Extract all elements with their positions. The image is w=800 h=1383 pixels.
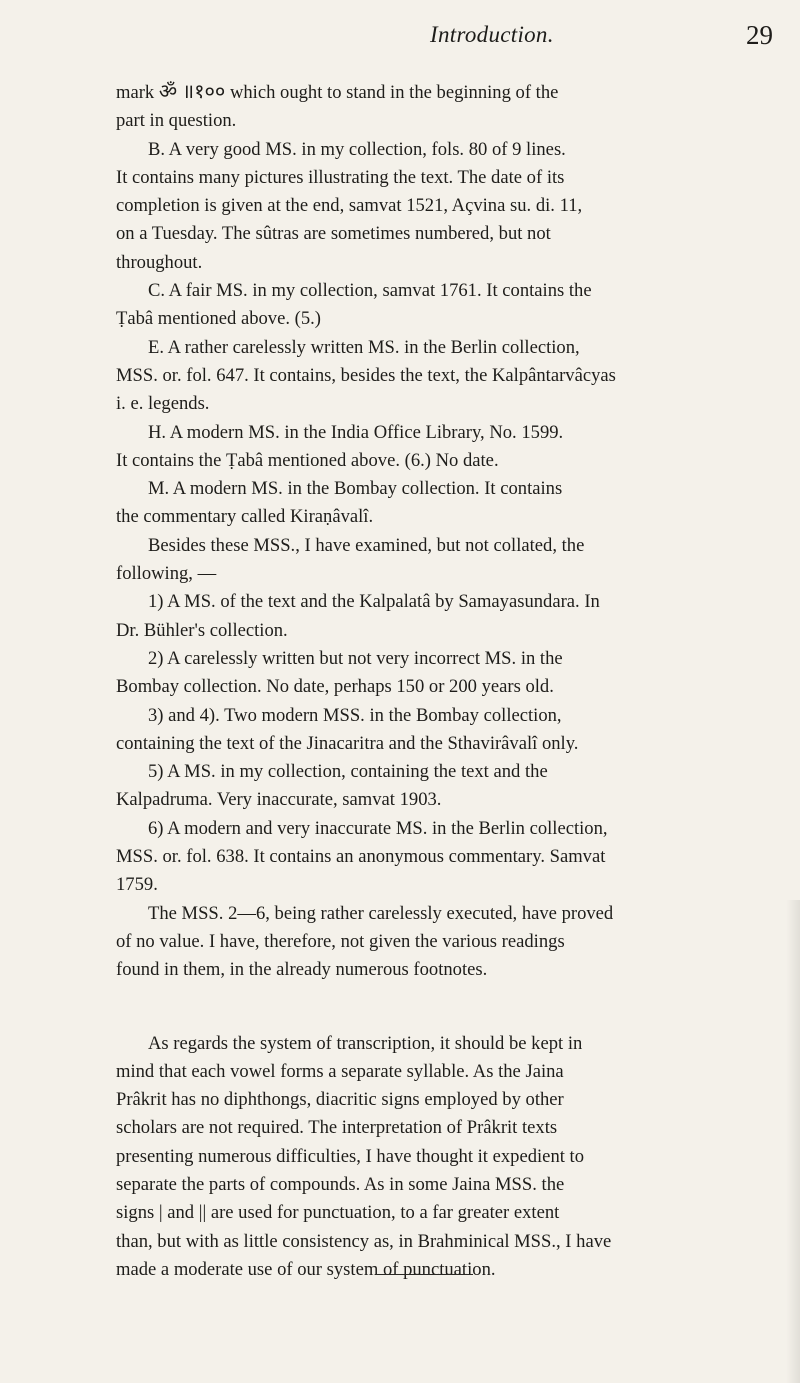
text-line: the commentary called Kiraṇâvalî. [116, 506, 374, 528]
text-line: E. A rather carelessly written MS. in the Berlin collection, [148, 336, 580, 358]
text-line: MSS. or. fol. 638. It contains an anonymous commentary. Samvat [116, 846, 606, 868]
text-line: of no value. I have, therefore, not given the various readings [116, 930, 565, 952]
text-fragment: which ought to stand in the beginning of the [229, 82, 559, 103]
text-line: 1759. [116, 874, 158, 896]
text-line: Kalpadruma. Very inaccurate, samvat 1903. [116, 789, 442, 811]
text-line: C. A fair MS. in my collection, samvat 1761. It contains the [148, 280, 592, 302]
text-line: signs | and || are used for punctuation, to a far greater extent [116, 1202, 560, 1224]
running-title: Introduction. [430, 22, 554, 47]
text-line: As regards the system of transcription, it should be kept in [148, 1032, 583, 1054]
text-line: 6) A modern and very inaccurate MS. in the Berlin collection, [148, 817, 608, 839]
text-line: 1) A MS. of the text and the Kalpalatâ by Samayasundara. In [148, 591, 600, 613]
text-line: part in question. [116, 110, 237, 132]
text-line: H. A modern MS. in the India Office Library, No. 1599. [148, 421, 564, 443]
text-line: It contains the Ṭabâ mentioned above. (6.) No date. [116, 449, 499, 471]
paragraph-gap [116, 985, 784, 1030]
text-line: completion is given at the end, samvat 1521, Açvina su. di. 11, [116, 195, 583, 217]
section-divider-rule [375, 1274, 473, 1275]
text-line: 5) A MS. in my collection, containing the text and the [148, 761, 548, 783]
text-line: following, — [116, 563, 217, 585]
text-fragment: mark [116, 82, 155, 103]
body-text [116, 78, 784, 1284]
text-line: M. A modern MS. in the Bombay collection. It contains [148, 478, 563, 500]
text-line: mind that each vowel forms a separate syllable. As the Jaina [116, 1060, 564, 1082]
text-line: MSS. or. fol. 647. It contains, besides the text, the Kalpântarvâcyas [116, 364, 616, 386]
text-line: Ṭabâ mentioned above. (5.) [116, 308, 321, 330]
text-line: i. e. legends. [116, 393, 210, 415]
text-line: Prâkrit has no diphthongs, diacritic signs employed by other [116, 1089, 564, 1111]
text-line: B. A very good MS. in my collection, fols. 80 of 9 lines. [148, 138, 566, 160]
text-line: It contains many pictures illustrating the text. The date of its [116, 166, 565, 188]
text-line [116, 78, 784, 107]
text-line: found in them, in the already numerous footnotes. [116, 959, 488, 981]
text-line: Bombay collection. No date, perhaps 150 or 200 years old. [116, 676, 554, 698]
text-line: on a Tuesday. The sûtras are sometimes numbered, but not [116, 223, 551, 245]
devanagari-mark: ॐ ॥१०० [158, 81, 226, 103]
text-line: throughout. [116, 251, 203, 273]
text-line: made a moderate use of our system of punctuation. [116, 1258, 496, 1280]
text-line: containing the text of the Jinacaritra and the Sthavirâvalî only. [116, 732, 579, 754]
text-line: scholars are not required. The interpretation of Prâkrit texts [116, 1117, 558, 1139]
page-header [0, 20, 800, 60]
text-line: 3) and 4). Two modern MSS. in the Bombay collection, [148, 704, 562, 726]
page-number: 29 [746, 20, 773, 50]
page-edge-shadow [786, 900, 800, 1383]
text-line: Dr. Bühler's collection. [116, 619, 288, 641]
text-line: separate the parts of compounds. As in some Jaina MSS. the [116, 1173, 565, 1195]
text-line: presenting numerous difficulties, I have thought it expedient to [116, 1145, 585, 1167]
text-line: The MSS. 2—6, being rather carelessly executed, have proved [148, 902, 614, 924]
text-line: than, but with as little consistency as, in Brahminical MSS., I have [116, 1230, 612, 1252]
text-line: 2) A carelessly written but not very incorrect MS. in the [148, 647, 563, 669]
text-line: Besides these MSS., I have examined, but not collated, the [148, 534, 585, 556]
